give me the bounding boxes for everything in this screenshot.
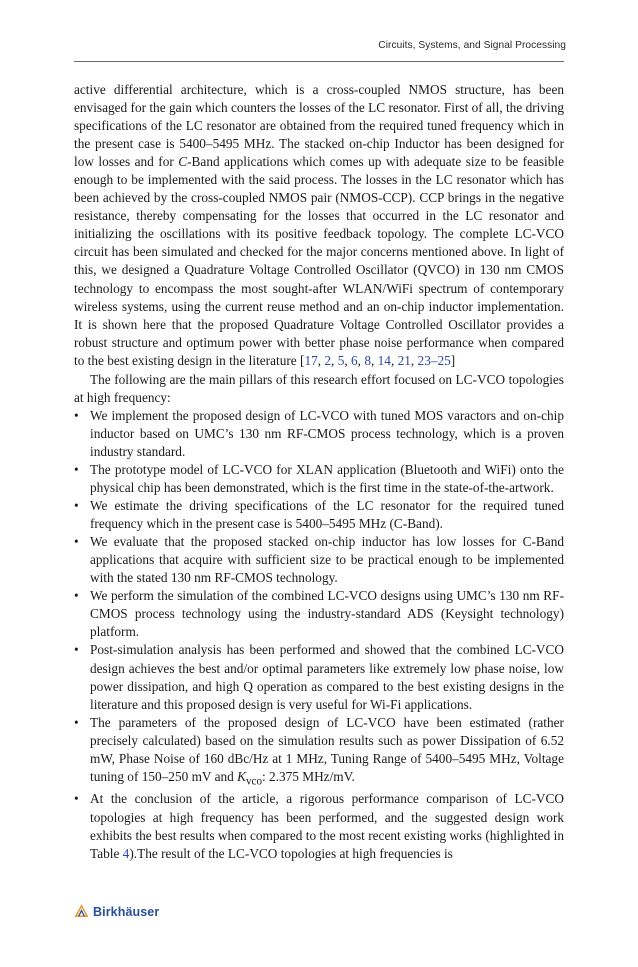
bullet-icon: •: [74, 407, 79, 423]
bullet-icon: •: [74, 642, 79, 658]
publisher-name: Birkhäuser: [93, 904, 160, 919]
citation-link[interactable]: 21: [397, 352, 411, 368]
citation-link[interactable]: 8: [364, 352, 371, 368]
citation-link[interactable]: 6: [351, 352, 358, 368]
list-item: • The prototype model of LC-VCO for XLAN application (Bluetooth and WiFi) onto the physical chip has been demonstrated, which is the first time in the state-of-the-artwork.: [74, 461, 564, 496]
article-body: [74, 81, 564, 863]
list-item: • We implement the proposed design of LC-VCO with tuned MOS varactors and on-chip inductor based on UMC’s 130 nm RF-CMOS process technology, which is a proven industry standard.: [74, 407, 564, 459]
birkhauser-logo-icon: [74, 904, 89, 919]
list-item: • At the conclusion of the article, a rigorous performance comparison of LC-VCO topologies at high frequency has been performed, and the suggested design work exhibits the best results when compared to the most recent existing works (highlighted in Table 4).The result of the LC-VCO topologies at high frequencies is: [74, 791, 564, 861]
bullet-icon: •: [74, 791, 79, 807]
table-reference-link[interactable]: 4: [122, 845, 130, 861]
citation-link[interactable]: 5: [337, 352, 345, 368]
paragraph-architecture: active differential architecture, which is a cross-coupled NMOS structure, has been envisaged for the gain which counters the losses of the LC resonator. First of all, the driving specifications of the LC resonator are obtained from the required tuned frequency which in the present case is 5400–5495 MHz. The stacked on-chip Inductor has been designed for low losses and for C-Band applications which comes up with adequate size to be feasible enough to be implemented with the said process. The losses in the LC resonator which has been achieved by the cross-coupled NMOS pair (NMOS-CCP). CCP brings in the negative resistance, thereby compensating for the losses that occurred in the LC resonator and initializing the oscillations with its positive feedback topology. The complete LC-VCO circuit has been simulated and checked for the major concerns mentioned above. In light of this, we designed a Quadrature Voltage Controlled Oscillator (QVCO) in 130 nm CMOS technology to encompass the most sought-after WLAN/WiFi spectrum of contemporary wireless systems, using the current reuse method and an on-chip inductor implementation. It is shown here that the proposed Quadrature Voltage Controlled Oscillator provides a robust structure and optimum power with better phase noise performance when compared to the best existing design in the literature [17, 2, 5, 6, 8, 14, 21, 23–25]: [74, 82, 564, 368]
citation-link[interactable]: 17: [304, 352, 318, 368]
list-item: • We perform the simulation of the combined LC-VCO designs using UMC’s 130 nm RF-CMOS process technology using the industry-standard ADS (Keysight technology) platform.: [74, 588, 564, 640]
header-divider: [74, 61, 564, 62]
contributions-list: [74, 407, 564, 863]
bullet-icon: •: [74, 534, 79, 550]
citation-link[interactable]: 23–25: [417, 352, 451, 368]
publisher-logo: [74, 904, 159, 919]
list-item: • The parameters of the proposed design of LC-VCO have been estimated (rather precisely calculated) based on the simulation results such as power Dissipation of 6.52 mW, Phase Noise of 160 dBc/Hz at 1 MHz, Tuning Range of 5400–5495 MHz, Voltage tuning of 150–250 mV and $K_{vco}$: 2.375 MHz/mV.: [74, 714, 564, 788]
list-item: • Post-simulation analysis has been performed and showed that the combined LC-VCO design achieves the best and/or optimal parameters like extremely low phase noise, low power dissipation, and high Q operation as compared to the best existing designs in the literature and this proposed design is very useful for Wi-Fi applications.: [74, 642, 564, 712]
bullet-icon: •: [74, 498, 79, 514]
bullet-icon: •: [74, 714, 79, 730]
list-item: • We estimate the driving specifications of the LC resonator for the required tuned frequency which in the present case is 5400–5495 MHz (C-Band).: [74, 498, 564, 532]
bullet-icon: •: [74, 588, 79, 604]
citation-link[interactable]: 14: [377, 352, 391, 368]
running-head-journal-title: Circuits, Systems, and Signal Processing: [378, 40, 566, 51]
citation-link[interactable]: 2: [324, 352, 332, 368]
paragraph-pillars-intro: The following are the main pillars of this research effort focused on LC-VCO topologies at high frequency:: [74, 371, 564, 405]
list-item: • We evaluate that the proposed stacked on-chip inductor has low losses for C-Band applications that acquire with sufficient size to be practical enough to be implemented with the stated 130 nm RF-CMOS technology.: [74, 534, 564, 586]
bullet-icon: •: [74, 461, 79, 477]
